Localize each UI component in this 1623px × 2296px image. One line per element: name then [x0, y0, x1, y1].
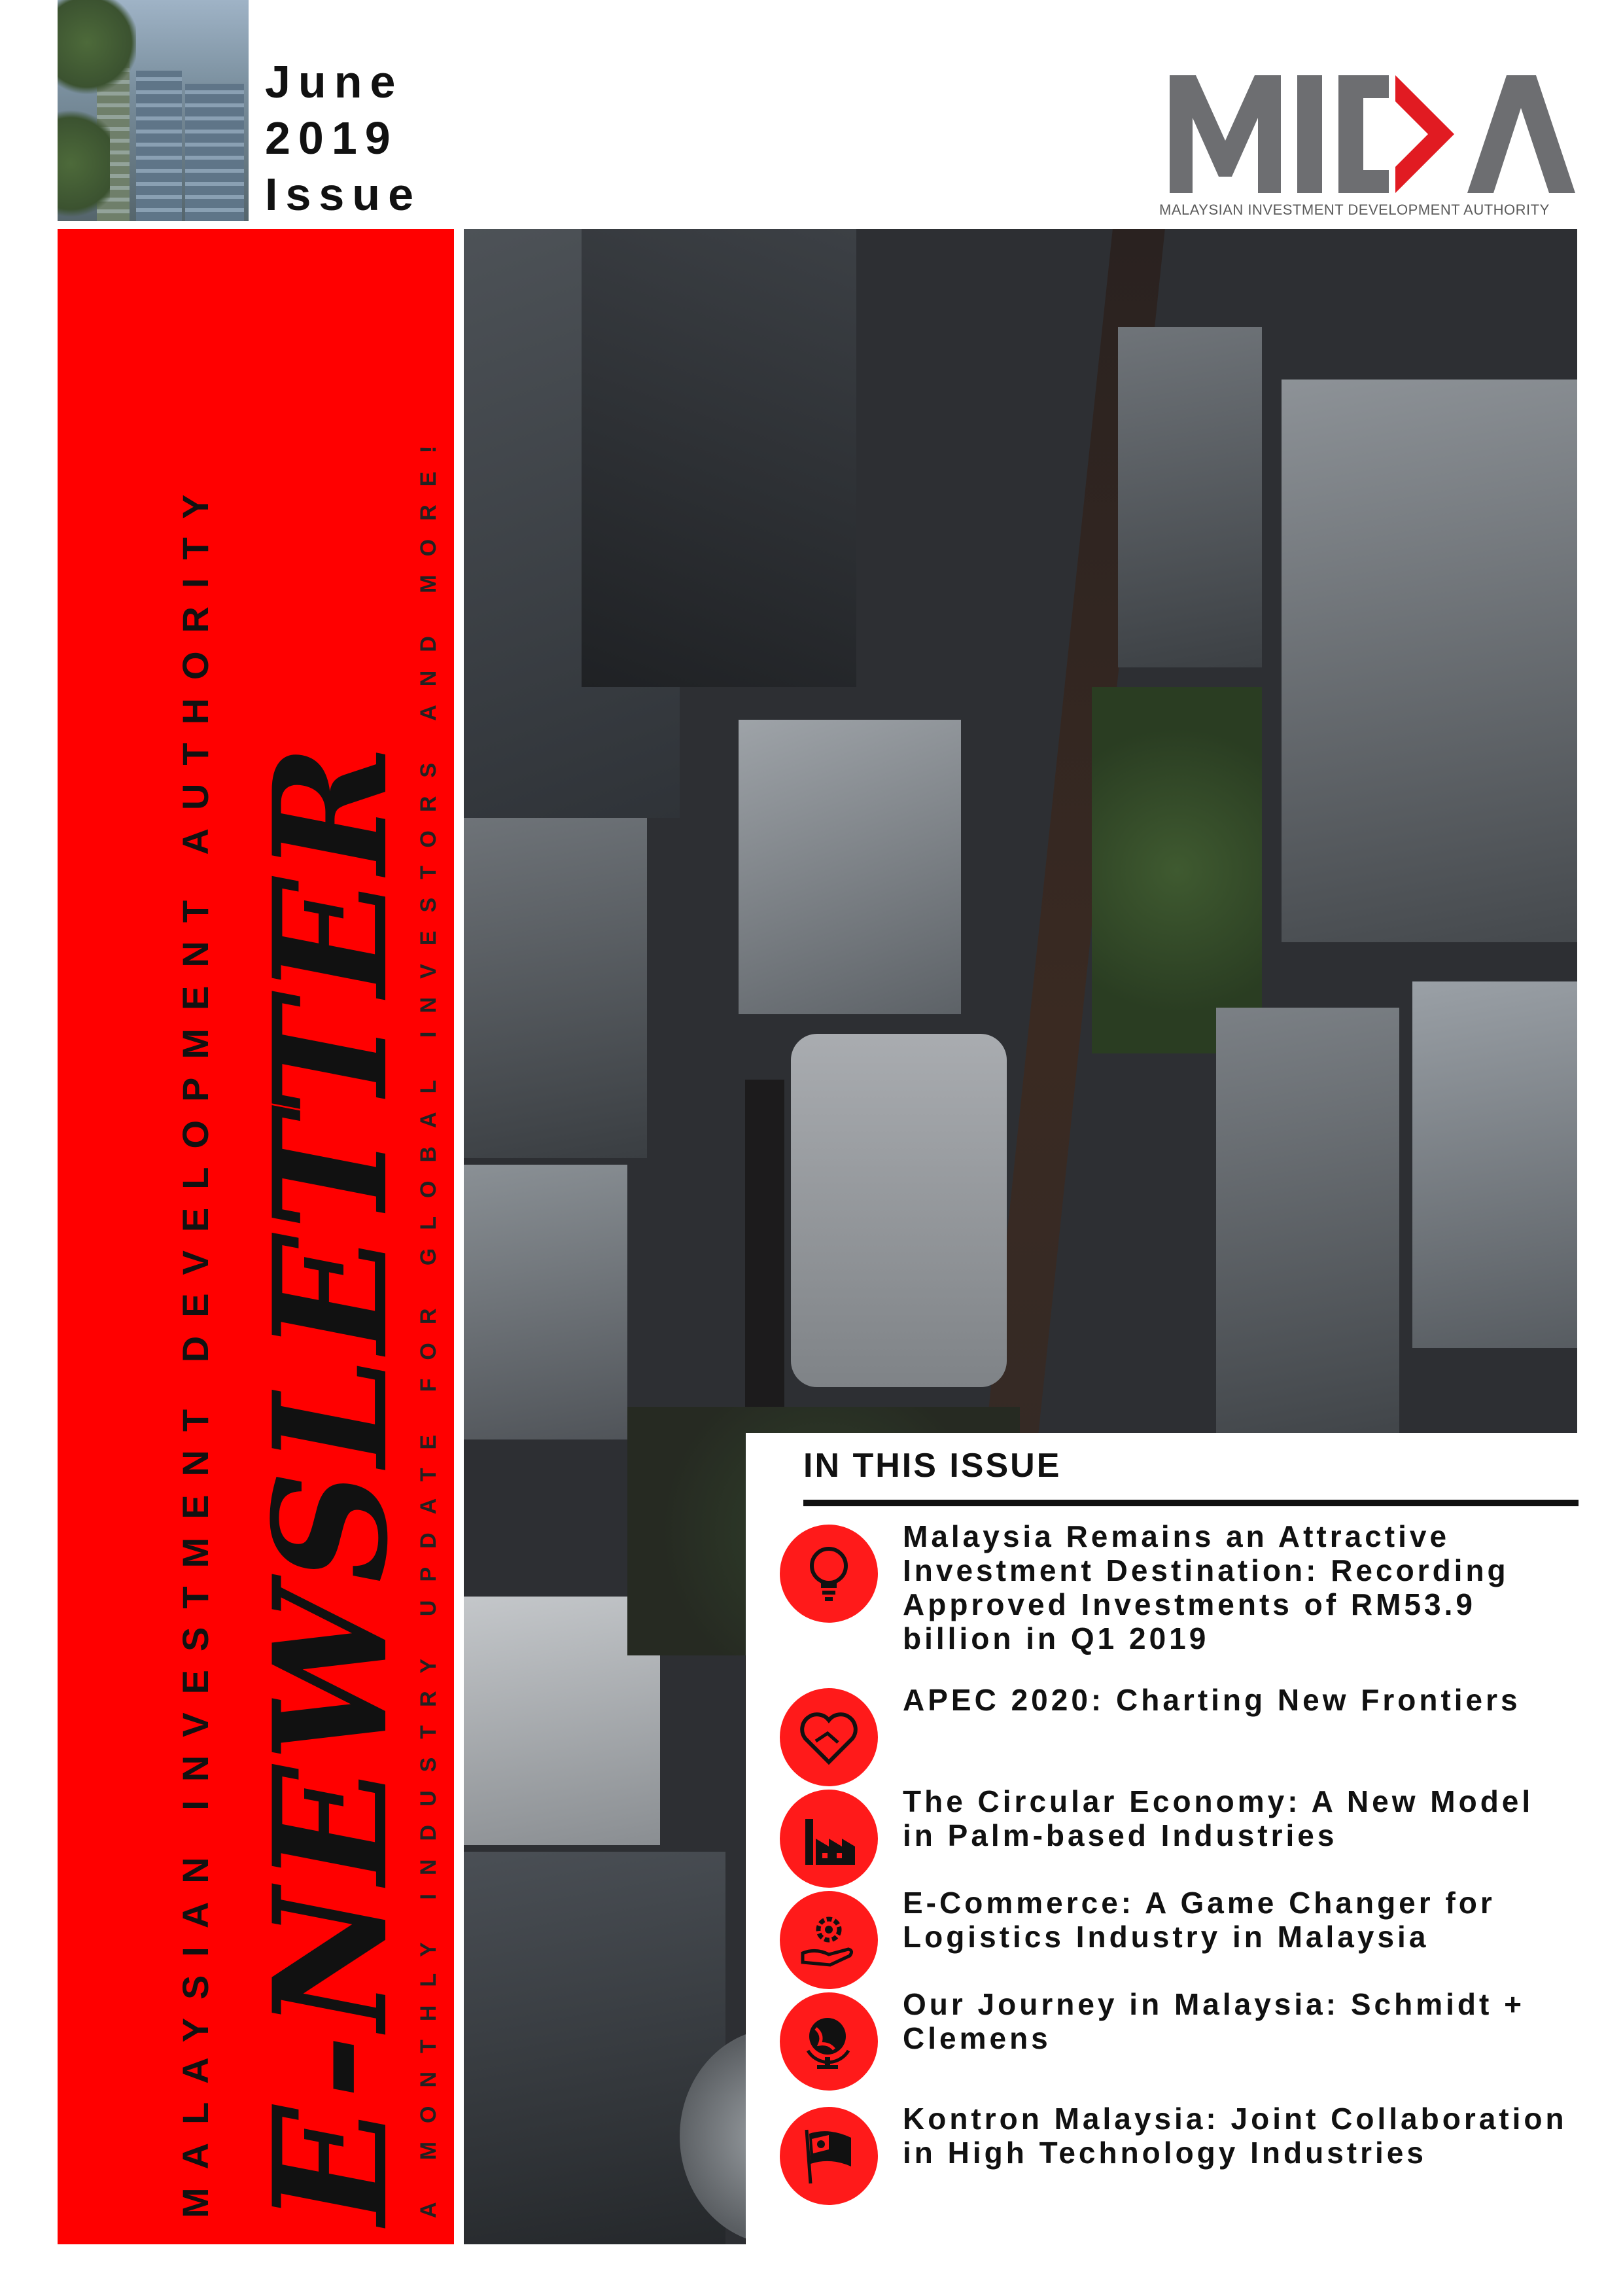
contents-item-text: APEC 2020: Charting New Frontiers	[903, 1683, 1521, 1717]
handshake-heart-icon	[780, 1688, 878, 1786]
malaysia-flag-icon	[780, 2107, 878, 2205]
organization-name: MALAYSIAN INVESTMENT DEVELOPMENT AUTHORITY	[175, 476, 216, 2218]
issue-label: Issue	[265, 169, 421, 220]
contents-divider	[803, 1500, 1579, 1506]
contents-item-text: E-Commerce: A Game Changer for Logistics Industry in Malaysia	[903, 1886, 1495, 1954]
newsletter-title: E-NEWSLETTER	[240, 740, 423, 2225]
cover-thumbnail-photo	[58, 0, 249, 221]
contents-item-text: Kontron Malaysia: Joint Collaboration in High Technology Industries	[903, 2102, 1567, 2170]
contents-panel	[746, 1433, 1577, 2244]
contents-item-text: Our Journey in Malaysia: Schmidt + Clemens	[903, 1987, 1525, 2055]
issue-month: June	[265, 56, 404, 107]
logo-subtitle: MALAYSIAN INVESTMENT DEVELOPMENT AUTHORITY	[1159, 202, 1550, 218]
contents-heading: IN THIS ISSUE	[803, 1447, 1062, 1485]
globe-icon	[780, 1992, 878, 2091]
page-bottom-border	[58, 2244, 1577, 2248]
factory-icon	[780, 1790, 878, 1888]
newsletter-tagline: A MONTHLY INDUSTRY UPDATE FOR GLOBAL INVESTORS AND MORE!	[416, 427, 441, 2218]
lightbulb-icon	[780, 1525, 878, 1623]
title-sidebar	[58, 229, 454, 2244]
contents-item-text: Malaysia Remains an Attractive Investment Destination: Recording Approved Investments of RM53.9 billion in Q1 2019	[903, 1519, 1509, 1655]
issue-year: 2019	[265, 113, 398, 164]
contents-item-text: The Circular Economy: A New Model in Palm-based Industries	[903, 1784, 1534, 1852]
issue-date	[265, 54, 421, 222]
gear-hand-icon	[780, 1891, 878, 1989]
